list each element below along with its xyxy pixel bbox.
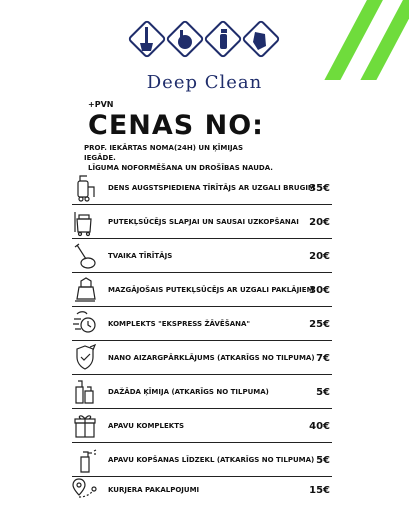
fast-dry-icon <box>72 309 98 339</box>
row-divider <box>72 442 332 443</box>
item-price: 7€ <box>316 352 330 364</box>
price-row <box>72 343 332 376</box>
price-row <box>72 475 332 508</box>
item-label: APAVU KOPŠANAS LĪDZEKL (ATKARĪGS NO TILPUMA) <box>108 456 315 464</box>
item-label: NANO AIZARGPĀRKLĀJUMS (ATKARĪGS NO TILPUMA) <box>108 354 315 362</box>
item-label: MAZGĀJOŠAIS PUTEKĻSŪCĒJS AR UZGALI PAKLĀJIEM <box>108 286 314 294</box>
item-label: TVAIKA TĪRĪTĀJS <box>108 252 173 260</box>
spray-bottle-icon <box>72 445 98 475</box>
row-divider <box>72 408 332 409</box>
item-price: 20€ <box>309 216 330 228</box>
note-line-2: LĪGUMA NOFORMĒŠANA UN DROŠĪBAS NAUDA. <box>88 164 273 172</box>
item-label: KOMPLEKTS "EKSPRESS ŽĀVĒŠANA" <box>108 320 251 328</box>
steam-cleaner-icon <box>72 241 98 271</box>
price-row <box>72 275 332 308</box>
price-row <box>72 377 332 410</box>
logo-icons <box>124 18 276 66</box>
item-price: 5€ <box>316 454 330 466</box>
rental-terms-note <box>84 143 274 173</box>
item-price: 40€ <box>309 420 330 432</box>
row-divider <box>72 272 332 273</box>
row-divider <box>72 204 332 205</box>
item-price: 20€ <box>309 250 330 262</box>
row-divider <box>72 306 332 307</box>
row-divider <box>72 340 332 341</box>
item-price: 30€ <box>309 284 330 296</box>
price-row <box>72 309 332 342</box>
item-price: 15€ <box>309 484 330 496</box>
wet-dry-vacuum-icon <box>72 207 98 237</box>
price-row <box>72 445 332 478</box>
item-label: APAVU KOMPLEKTS <box>108 422 185 430</box>
item-label: DAŽĀDA ĶĪMIJA (ATKARĪGS NO TILPUMA) <box>108 388 269 396</box>
item-price: 5€ <box>316 386 330 398</box>
shield-check-icon <box>72 343 98 373</box>
route-pin-icon <box>72 475 98 505</box>
item-label: DENS AUGSTSPIEDIENA TĪRĪTĀJS AR UZGALI BRUGIM <box>108 184 315 192</box>
row-divider <box>72 374 332 375</box>
item-price: 35€ <box>309 182 330 194</box>
brand-name: Deep Clean <box>146 72 263 93</box>
page-title: CENAS NO: <box>88 110 264 141</box>
item-price: 25€ <box>309 318 330 330</box>
price-row <box>72 173 332 206</box>
price-row <box>72 411 332 444</box>
vat-note: +PVN <box>88 100 114 109</box>
item-label: PUTEKĻSŪCĒJS SLAPJAI UN SAUSAI UZKOPŠANAI <box>108 218 299 226</box>
price-row <box>72 207 332 240</box>
price-row <box>72 241 332 274</box>
corner-accent-stripes <box>319 0 409 80</box>
gift-box-icon <box>72 411 98 441</box>
pressure-washer-icon <box>72 173 98 203</box>
note-line-1: PROF. IEKĀRTAS NOMA(24H) UN ĶĪMIJAS IEGĀDE. <box>84 144 244 162</box>
item-label: KURJERA PAKALPOJUMI <box>108 486 200 494</box>
row-divider <box>72 238 332 239</box>
carpet-vacuum-icon <box>72 275 98 305</box>
chemical-bottles-icon <box>72 377 98 407</box>
